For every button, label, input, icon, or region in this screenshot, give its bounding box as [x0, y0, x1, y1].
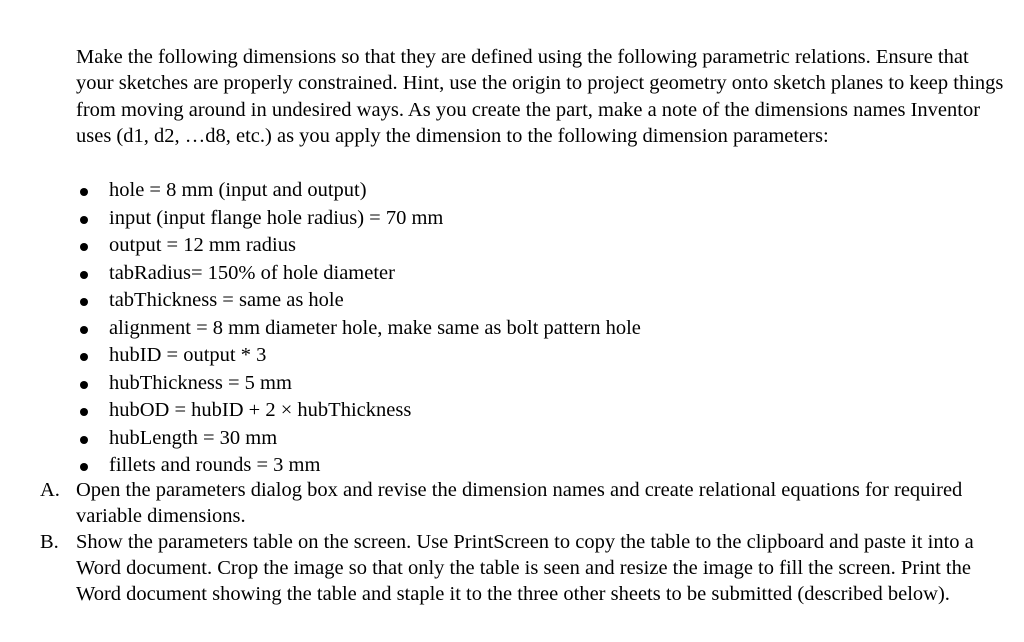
step-text: Show the parameters table on the screen. Use PrintScreen to copy the table to the clipboard and paste it into a Word document. Crop the image so that only the table is seen and resize the image to fill the screen. Print the Word document showing the table and staple it to the three other sheets to be submitted (described below).: [76, 531, 974, 605]
list-item-text: hubThickness = 5 mm: [109, 371, 292, 394]
list-item: [76, 205, 976, 233]
list-item-text: tabRadius= 150% of hole diameter: [109, 261, 395, 284]
list-item: [76, 370, 976, 398]
instruction-steps: [40, 477, 1000, 607]
intro-paragraph: Make the following dimensions so that they are defined using the following parametric relations. Ensure that your sketches are properly constrained. Hint, use the origin to project geometry onto sketch planes to keep things from moving around in undesired ways. As you create the part, make a note of the dimensions names Inventor uses (d1, d2, …d8, etc.) as you apply the dimension to the following dimension parameters:: [76, 46, 1004, 148]
list-item: [76, 397, 976, 425]
step-marker: A.: [40, 479, 60, 501]
list-item-text: hubOD = hubID + 2 × hubThickness: [109, 399, 412, 421]
list-item: [76, 260, 976, 288]
step-text: Open the parameters dialog box and revise the dimension names and create relational equations for required variable dimensions.: [76, 479, 963, 527]
bullet-icon: [80, 436, 88, 444]
list-item-text: alignment = 8 mm diameter hole, make same as bolt pattern hole: [109, 316, 641, 339]
bullet-icon: [80, 216, 88, 224]
list-item: [76, 315, 976, 343]
step-item-b: [40, 529, 1000, 607]
list-item: [76, 425, 976, 453]
list-item: [76, 452, 976, 480]
list-item-text: tabThickness = same as hole: [109, 289, 344, 311]
bullet-icon: [80, 188, 88, 196]
list-item-text: input (input flange hole radius) = 70 mm: [109, 206, 444, 229]
bullet-icon: [80, 381, 88, 389]
step-marker: B.: [40, 531, 59, 553]
step-item-a: [40, 477, 1000, 529]
bullet-icon: [80, 243, 88, 251]
list-item: [76, 177, 976, 205]
list-item-text: hubID = output * 3: [109, 344, 267, 366]
bullet-icon: [80, 271, 88, 279]
list-item: [76, 232, 976, 260]
bullet-icon: [80, 408, 88, 416]
list-item-text: hubLength = 30 mm: [109, 426, 278, 449]
bullet-icon: [80, 463, 88, 471]
list-item-text: output = 12 mm radius: [109, 234, 296, 256]
bullet-icon: [80, 353, 88, 361]
list-item-text: hole = 8 mm (input and output): [109, 179, 367, 201]
parameter-list: [76, 177, 976, 480]
list-item-text: fillets and rounds = 3 mm: [109, 454, 321, 476]
bullet-icon: [80, 326, 88, 334]
list-item: [76, 287, 976, 315]
list-item: [76, 342, 976, 370]
bullet-icon: [80, 298, 88, 306]
